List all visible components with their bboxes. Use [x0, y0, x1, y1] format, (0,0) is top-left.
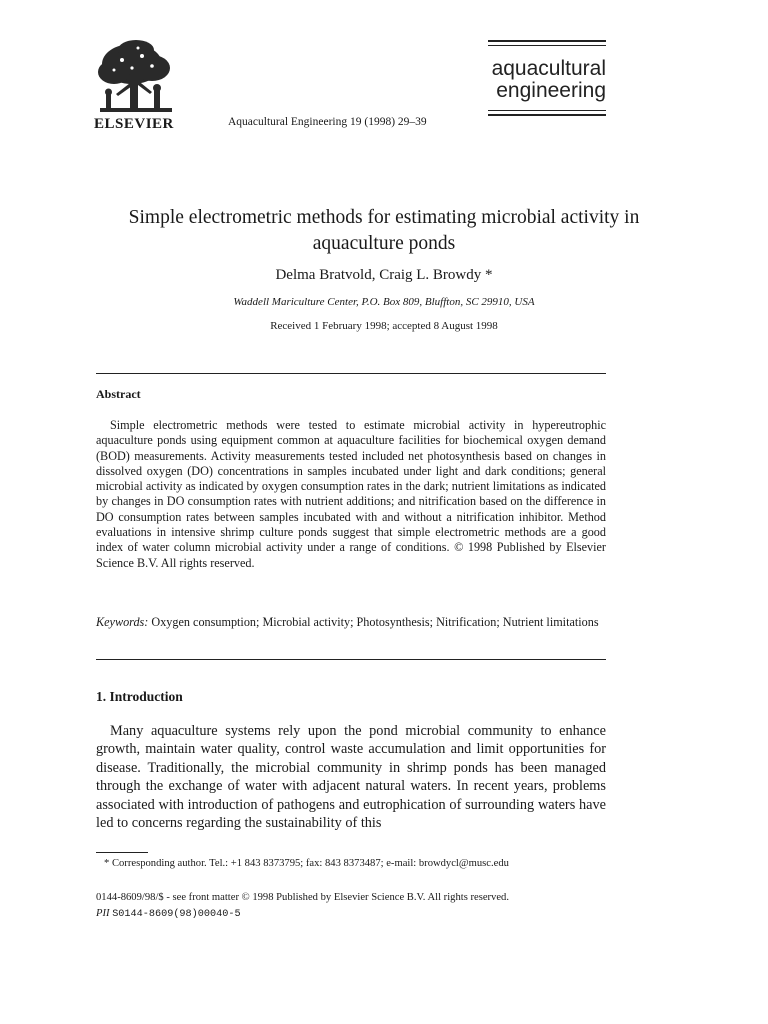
journal-citation: Aquacultural Engineering 19 (1998) 29–39 [228, 116, 427, 128]
footnote-rule [96, 852, 148, 853]
journal-title [488, 58, 606, 102]
journal-title-line1: aquacultural [491, 57, 606, 80]
abstract-heading: Abstract [96, 387, 141, 401]
abstract-top-rule [96, 373, 606, 374]
keywords [96, 614, 606, 630]
journal-title-block [488, 40, 606, 119]
keywords-text: Oxygen consumption; Microbial activity; Photosynthesis; Nitrification; Nutrient limitations [151, 615, 599, 629]
journal-rule-bottom-thin [488, 110, 606, 111]
publisher-name: ELSEVIER [94, 116, 174, 132]
introduction-heading: 1. Introduction [96, 689, 183, 704]
journal-rule-bottom [488, 114, 606, 116]
article-title: Simple electrometric methods for estimating microbial activity in aquaculture ponds [128, 207, 640, 254]
abstract-text: Simple electrometric methods were tested to estimate microbial activity in hypereutrophic aquaculture ponds using equipment common at aquaculture facilities for biochemical oxygen demand (BOD) measurements. Activity measurements tested included net photosynthesis based on changes in dissolved oxygen (DO) concentrations in samples incubated under light and dark conditions; general microbial activity as indicated by oxygen consumption rates in the dark; nutrient limitations as indicated by changes in DO consumption rates with nutrient additions; and nitrification based on the difference in DO consumption rates between samples incubated with and without a nitrification inhibitor. Method evaluations in intensive shrimp culture ponds suggest that simple electrometric methods are a good index of water column microbial activity under a range of conditions. © 1998 Published by Elsevier Science B.V. All rights reserved. [96, 418, 606, 570]
copyright-line: 0144-8609/98/$ - see front matter © 1998 Published by Elsevier Science B.V. All rights reserved. [96, 892, 509, 903]
journal-title-line2: engineering [496, 79, 606, 102]
received-dates: Received 1 February 1998; accepted 8 August 1998 [270, 320, 498, 332]
journal-rule-top-thin [488, 45, 606, 46]
author-affiliation: Waddell Mariculture Center, P.O. Box 809, Bluffton, SC 29910, USA [233, 296, 535, 308]
article-authors: Delma Bratvold, Craig L. Browdy * [275, 267, 493, 283]
pii-label: PII [96, 908, 110, 919]
keywords-label: Keywords: [96, 615, 149, 629]
journal-rule-top [488, 40, 606, 42]
abstract-bottom-rule [96, 659, 606, 660]
introduction-text: Many aquaculture systems rely upon the pond microbial community to enhance growth, maintain water quality, control waste accumulation and limit opportunities for disease. Traditionally, the microbial community in shrimp ponds has been managed through the exchange of water with adjacent natural waters. In recent years, problems associated with introduction of pathogens and eutrophication of surrounding waters have led to concerns regarding the sustainability of this [96, 723, 606, 832]
corresponding-author-footnote: * Corresponding author. Tel.: +1 843 8373795; fax: 843 8373487; e-mail: browdycl@musc.edu [104, 858, 509, 869]
pii-code: S0144-8609(98)00040-5 [112, 909, 241, 920]
pii-line [96, 908, 241, 920]
